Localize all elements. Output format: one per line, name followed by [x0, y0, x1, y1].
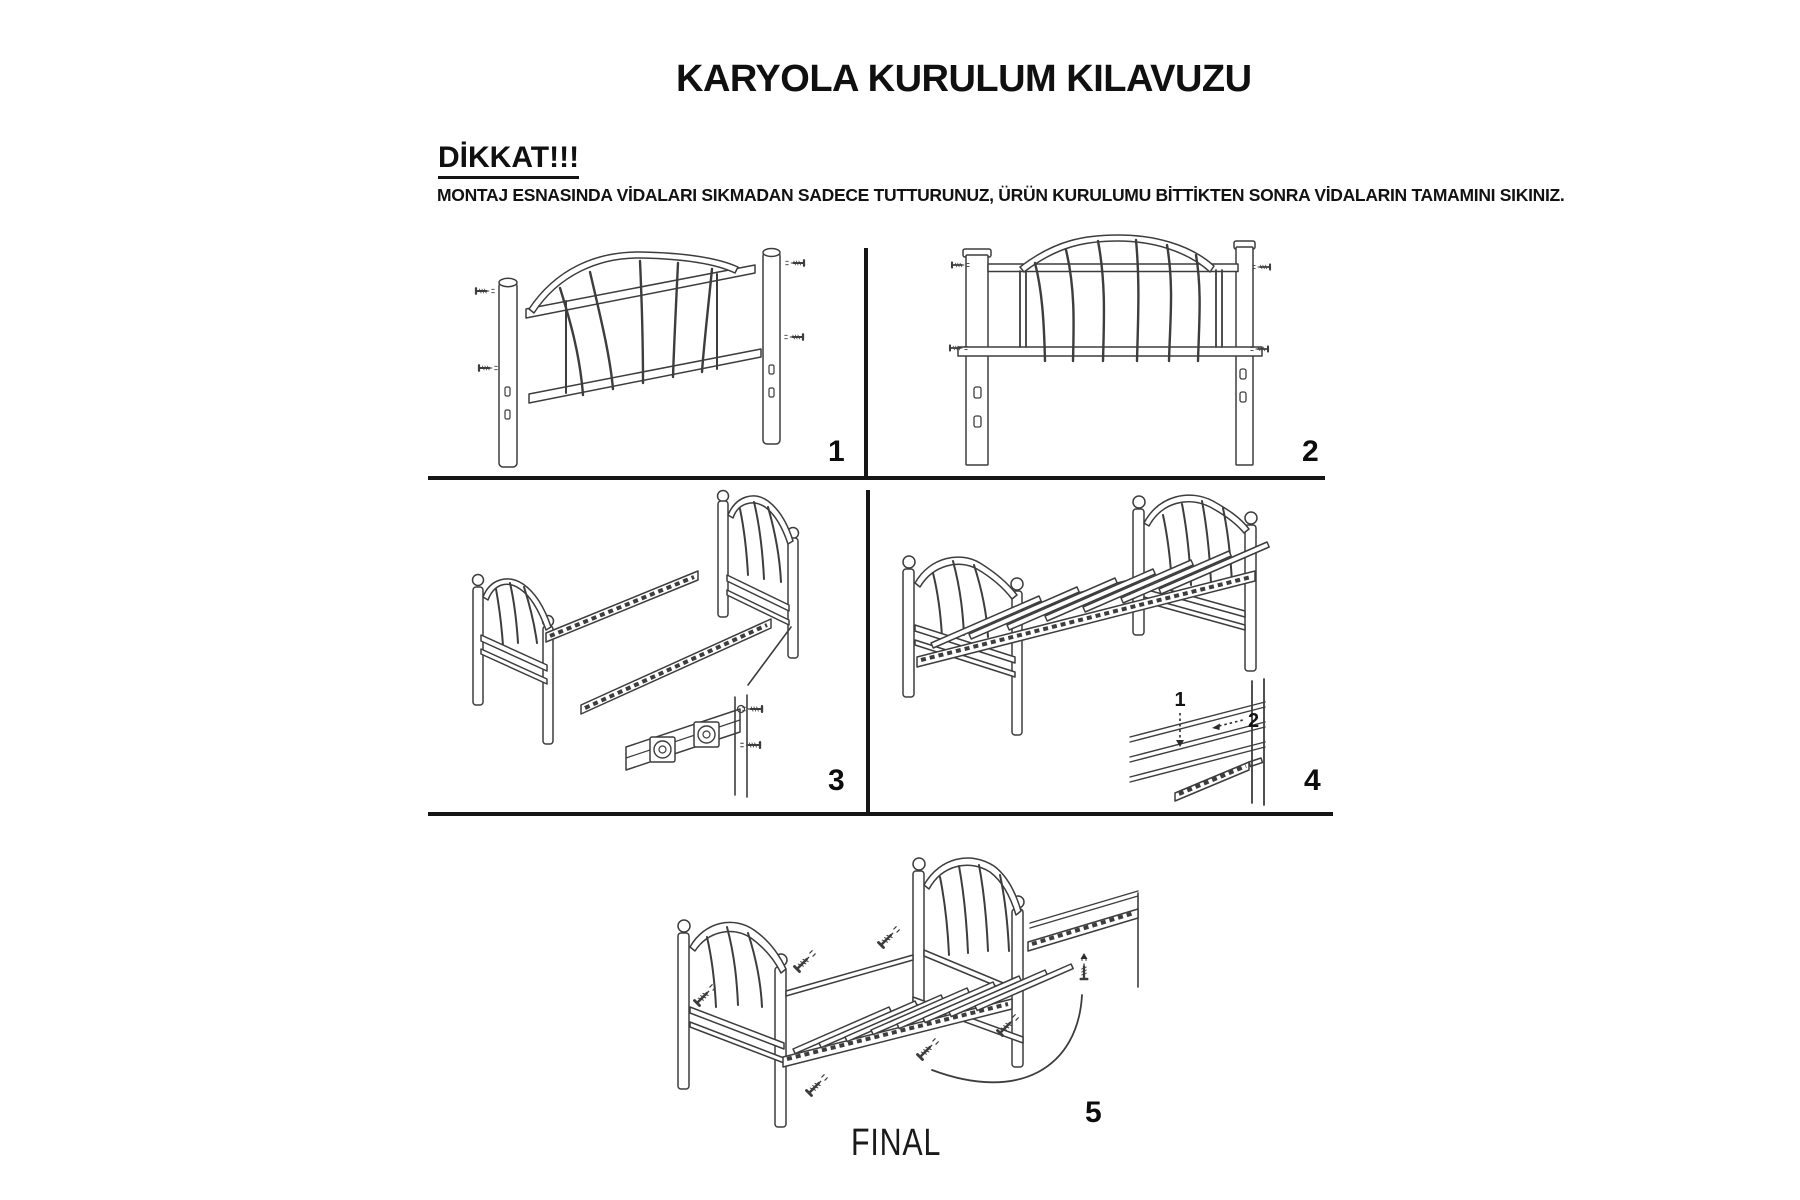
- final-label: FINAL: [851, 1122, 942, 1164]
- arrow-up-icon: [1081, 953, 1088, 959]
- step3-side-rail-upper: [546, 571, 698, 642]
- screw-icon: [741, 742, 760, 748]
- step1-diagram: [430, 225, 850, 475]
- step4-slat-detail-inset: [1130, 679, 1265, 805]
- screw-icon: [879, 926, 901, 948]
- screw-icon: [918, 1038, 940, 1060]
- step3-footboard-frame: [473, 575, 554, 745]
- step2-left-post: [963, 249, 991, 465]
- step3-side-rail-lower: [581, 619, 771, 714]
- step2-diagram: [870, 195, 1330, 480]
- warning-text: MONTAJ ESNASINDA VİDALARI SIKMADAN SADECE TUTTURUNUZ, ÜRÜN KURULUMU BİTTİKTEN SONRA VİDALARIN TAMAMINI SIKINIZ.: [437, 185, 1565, 205]
- step3-diagram: [430, 485, 870, 815]
- step3-number: 3: [828, 764, 845, 797]
- step3-bracket-detail-inset: [626, 695, 762, 797]
- step5-footboard-frame: [678, 920, 787, 1127]
- step2-headboard-grill: [958, 235, 1262, 361]
- step1-headboard-grill: [526, 252, 761, 403]
- step5-headboard-frame: [913, 858, 1024, 1067]
- screw-icon: [1081, 958, 1087, 980]
- step1-right-post: [763, 249, 780, 445]
- screw-icon: [785, 334, 803, 339]
- arrow-left-icon: [1212, 724, 1220, 731]
- screw-icon: [743, 706, 762, 712]
- divider-vertical-steps-1-2: [864, 248, 868, 477]
- screw-icon: [795, 950, 817, 972]
- step4-number: 4: [1304, 764, 1321, 797]
- screw-icon: [1253, 264, 1270, 269]
- screw-icon: [695, 984, 717, 1006]
- step2-number: 2: [1302, 435, 1319, 468]
- warning-heading: DİKKAT!!!: [438, 141, 579, 179]
- screw-icon: [786, 260, 804, 265]
- screw-icon: [479, 365, 497, 370]
- step1-left-post: [499, 278, 517, 467]
- page-title: KARYOLA KURULUM KILAVUZU: [676, 58, 1252, 100]
- step4-diagram: [875, 485, 1340, 815]
- step4-inset-label-2: 2: [1248, 710, 1260, 732]
- screw-icon: [476, 288, 494, 293]
- step5-number: 5: [1085, 1096, 1102, 1129]
- screw-icon: [807, 1074, 829, 1096]
- step4-inset-label-1: 1: [1174, 689, 1186, 711]
- step1-number: 1: [828, 435, 845, 468]
